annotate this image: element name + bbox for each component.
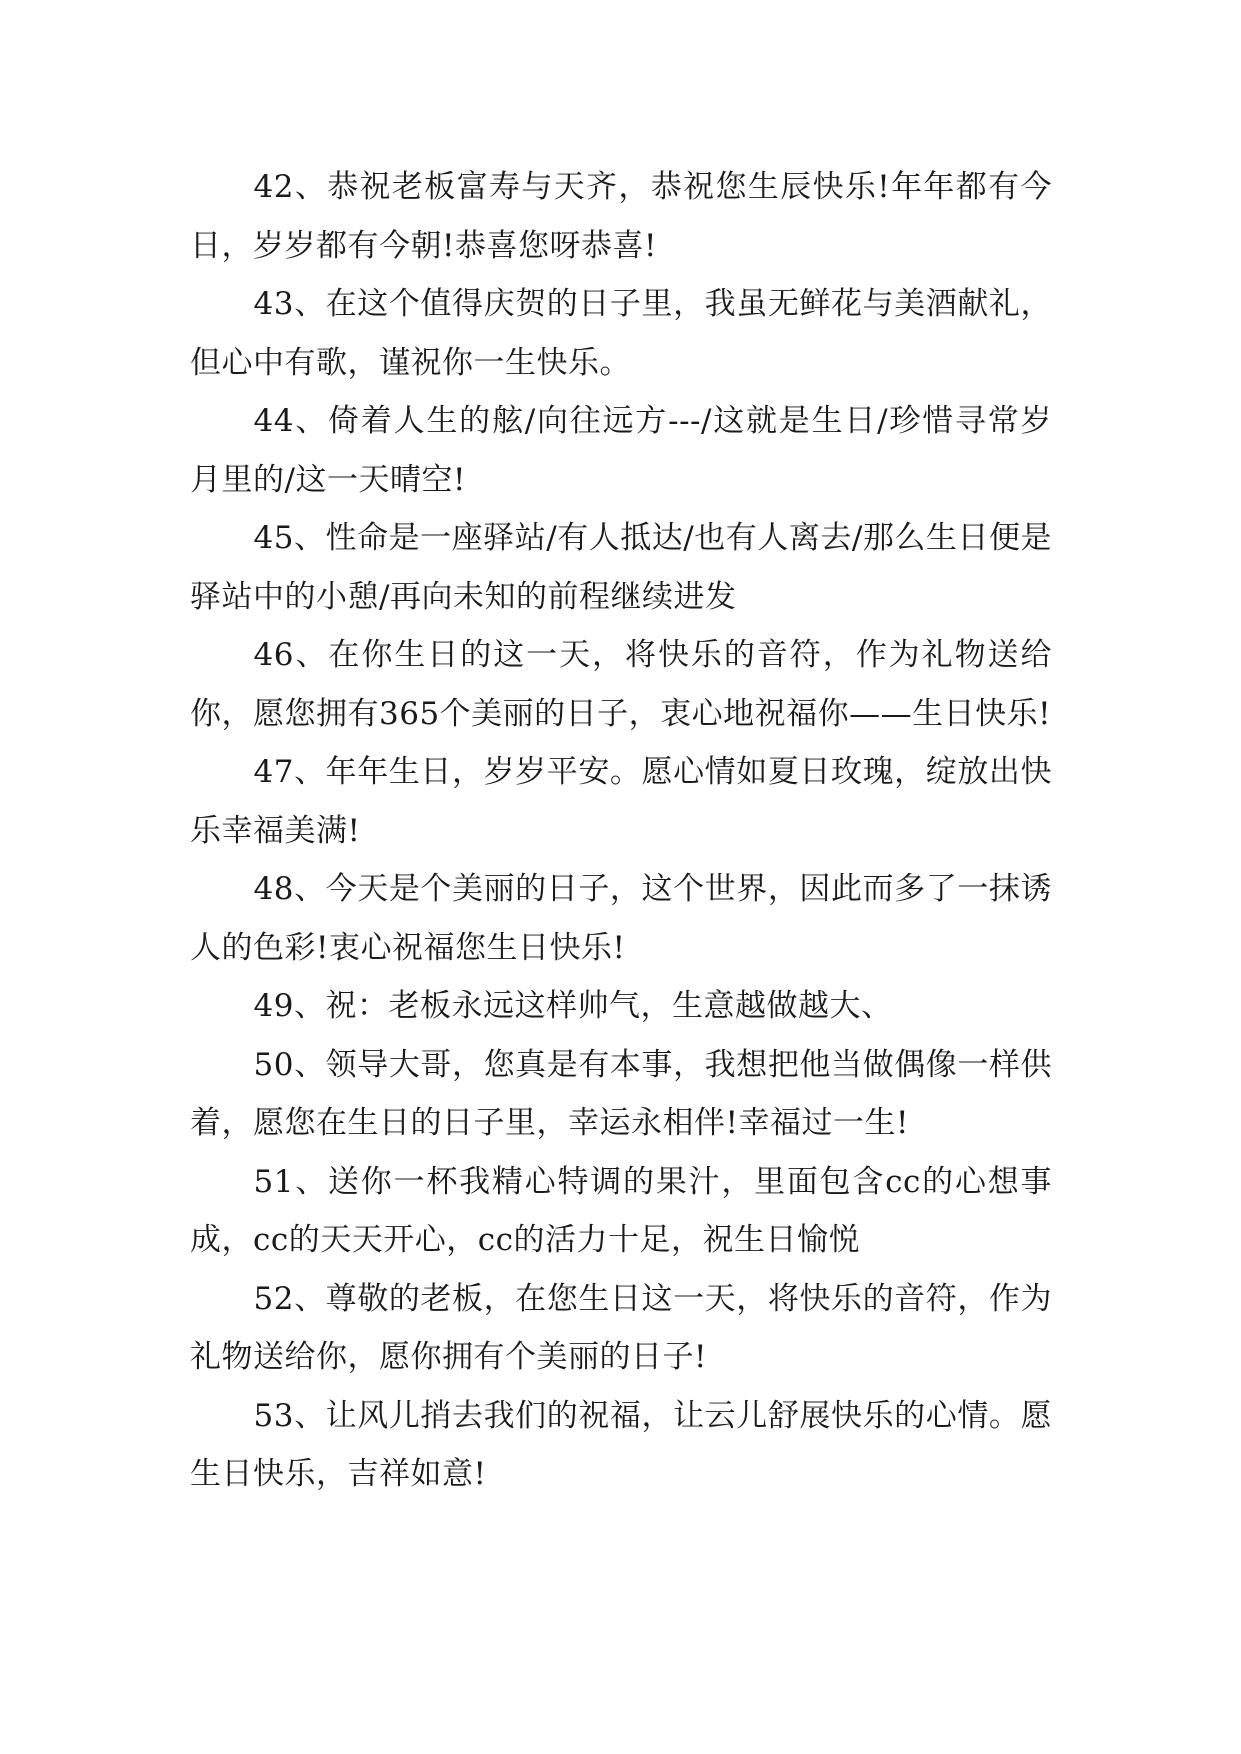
paragraph-50: 50、领导大哥，您真是有本事，我想把他当做偶像一样供着，愿您在生日的日子里，幸运永相伴!幸福过一生! <box>190 1046 1052 1141</box>
paragraph-43: 43、在这个值得庆贺的日子里，我虽无鲜花与美酒献礼，但心中有歌，谨祝你一生快乐。 <box>190 286 1052 381</box>
paragraph-48: 48、今天是个美丽的日子，这个世界，因此而多了一抹诱人的色彩!衷心祝福您生日快乐! <box>190 871 1052 966</box>
paragraph-52: 52、尊敬的老板，在您生日这一天，将快乐的音符，作为礼物送给你，愿你拥有个美丽的日子! <box>190 1280 1052 1375</box>
paragraph-46: 46、在你生日的这一天，将快乐的音符，作为礼物送给你，愿您拥有365个美丽的日子，衷心地祝福你——生日快乐! <box>190 637 1052 732</box>
paragraph-49: 49、祝：老板永远这样帅气，生意越做越大、 <box>253 988 893 1024</box>
paragraph-47: 47、年年生日，岁岁平安。愿心情如夏日玫瑰，绽放出快乐幸福美满! <box>190 754 1052 849</box>
paragraph-51: 51、送你一杯我精心特调的果汁，里面包含cc的心想事成，cc的天天开心，cc的活力十足，祝生日愉悦 <box>190 1163 1052 1258</box>
paragraph-45: 45、性命是一座驿站/有人抵达/也有人离去/那么生日便是驿站中的小憩/再向未知的前程继续进发 <box>190 520 1052 615</box>
paragraph-42: 42、恭祝老板富寿与天齐，恭祝您生辰快乐!年年都有今日，岁岁都有今朝!恭喜您呀恭喜! <box>190 169 1052 264</box>
paragraph-44: 44、倚着人生的舷/向往远方---/这就是生日/珍惜寻常岁月里的/这一天晴空! <box>190 403 1052 498</box>
paragraph-53: 53、让风儿捎去我们的祝福，让云儿舒展快乐的心情。愿生日快乐，吉祥如意! <box>190 1397 1052 1492</box>
document-body <box>190 158 1052 1504</box>
